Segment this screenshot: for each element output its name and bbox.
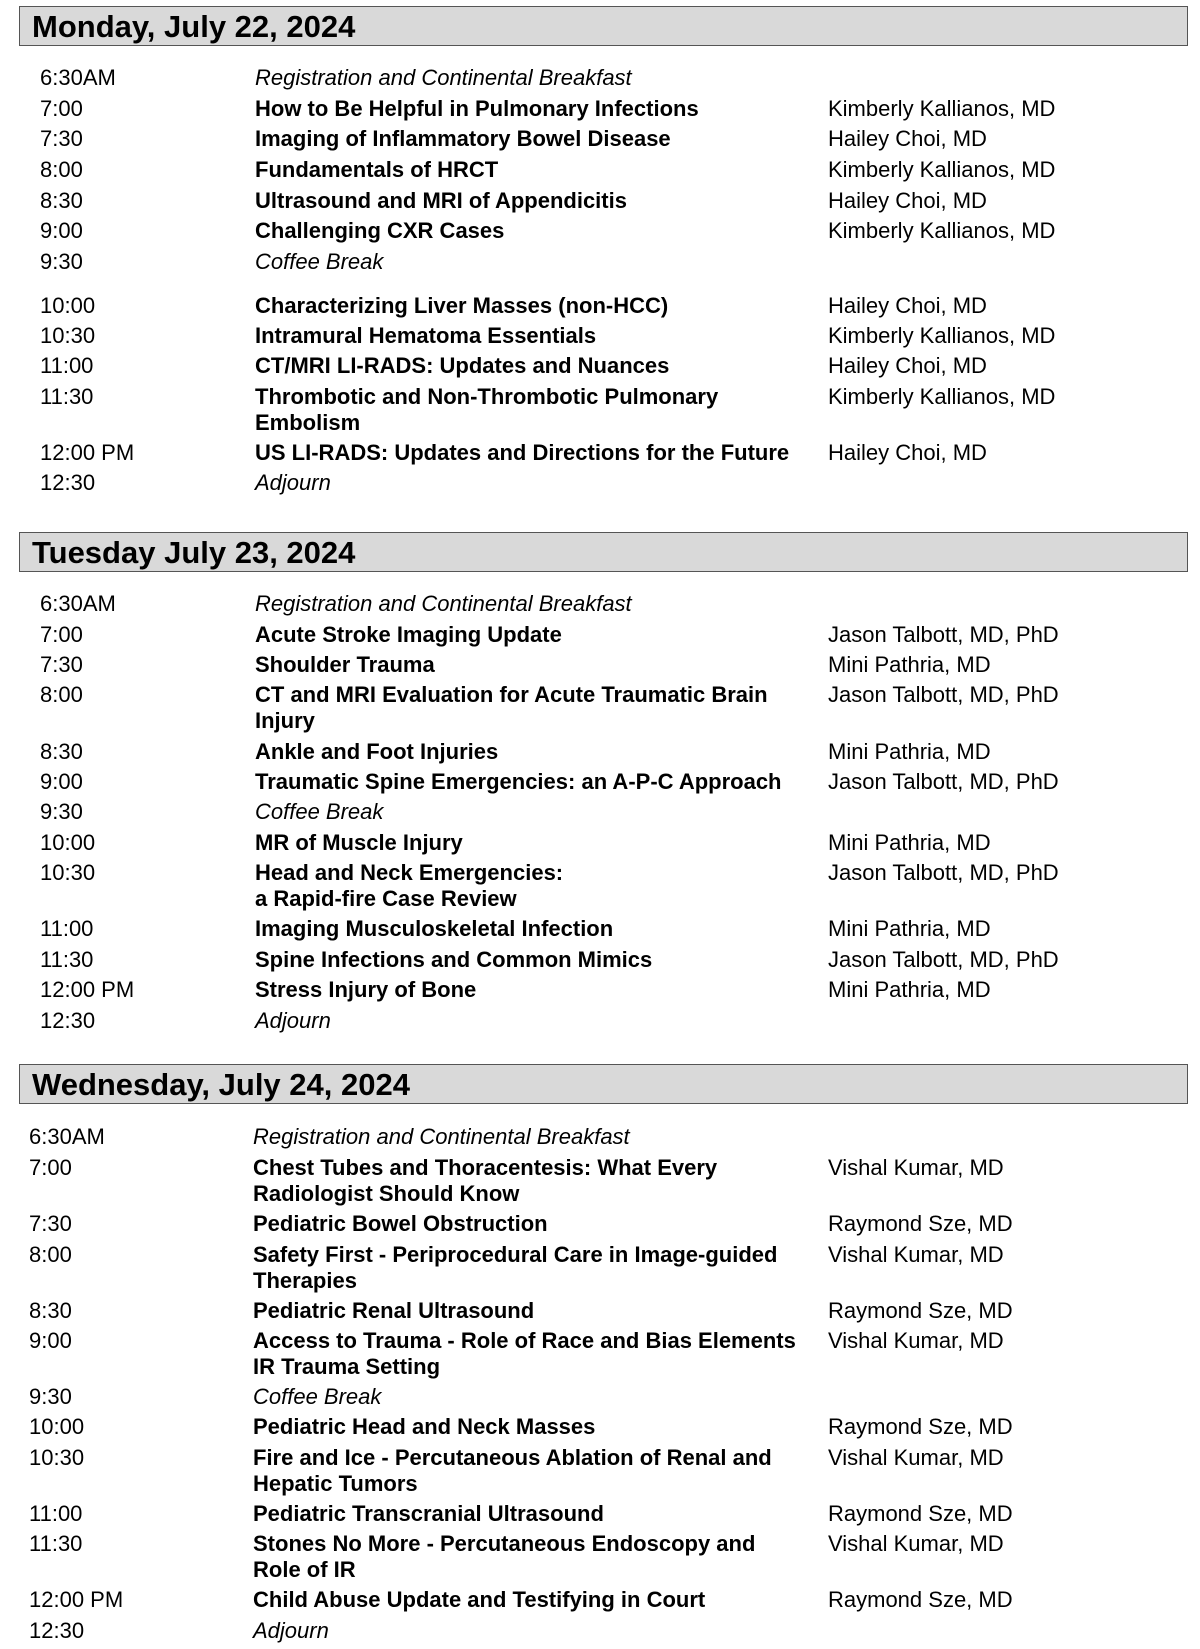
session-speaker: Vishal Kumar, MD xyxy=(828,1242,1004,1267)
session-speaker: Vishal Kumar, MD xyxy=(828,1531,1004,1556)
session-time: 8:30 xyxy=(40,188,83,213)
session-speaker: Hailey Choi, MD xyxy=(828,353,987,378)
session-title: Pediatric Bowel Obstruction xyxy=(253,1211,548,1236)
session-time: 8:00 xyxy=(40,682,83,707)
day-header xyxy=(19,6,1188,46)
session-title: Registration and Continental Breakfast xyxy=(255,65,632,90)
session-title: Adjourn xyxy=(253,1618,329,1643)
session-speaker: Jason Talbott, MD, PhD xyxy=(828,769,1059,794)
session-title: CT/MRI LI-RADS: Updates and Nuances xyxy=(255,353,670,378)
session-time: 12:30 xyxy=(40,470,96,495)
session-time: 6:30AM xyxy=(40,591,116,616)
session-time: 11:00 xyxy=(29,1501,83,1526)
session-title: Characterizing Liver Masses (non-HCC) xyxy=(255,293,669,318)
session-speaker: Hailey Choi, MD xyxy=(828,188,987,213)
session-title: Shoulder Trauma xyxy=(255,652,435,677)
session-speaker: Raymond Sze, MD xyxy=(828,1501,1013,1526)
session-time: 6:30AM xyxy=(40,65,116,90)
session-speaker: Kimberly Kallianos, MD xyxy=(828,157,1056,182)
session-title: US LI-RADS: Updates and Directions for the Future xyxy=(255,440,790,465)
session-speaker: Kimberly Kallianos, MD xyxy=(828,96,1056,121)
session-time: 8:00 xyxy=(29,1242,72,1267)
session-time: 7:00 xyxy=(29,1155,72,1180)
session-time: 7:30 xyxy=(40,652,83,677)
session-speaker: Raymond Sze, MD xyxy=(828,1587,1013,1612)
session-speaker: Jason Talbott, MD, PhD xyxy=(828,622,1059,647)
session-speaker: Jason Talbott, MD, PhD xyxy=(828,860,1059,885)
session-title: Pediatric Transcranial Ultrasound xyxy=(253,1501,604,1526)
session-speaker: Raymond Sze, MD xyxy=(828,1414,1013,1439)
session-time: 9:00 xyxy=(40,218,83,243)
session-title: Fundamentals of HRCT xyxy=(255,157,499,182)
session-title: MR of Muscle Injury xyxy=(255,830,463,855)
session-speaker: Mini Pathria, MD xyxy=(828,916,991,941)
session-time: 7:30 xyxy=(40,126,83,151)
session-time: 11:30 xyxy=(40,947,94,972)
session-title: Traumatic Spine Emergencies: an A-P-C Approach xyxy=(255,769,782,794)
session-title: Access to Trauma - Role of Race and Bias Elements IR Trauma Setting xyxy=(253,1328,796,1379)
session-title: Stress Injury of Bone xyxy=(255,977,477,1002)
session-title: Coffee Break xyxy=(255,249,384,274)
session-title: Head and Neck Emergencies: a Rapid-fire Case Review xyxy=(255,860,564,911)
session-title: Imaging Musculoskeletal Infection xyxy=(255,916,614,941)
session-speaker: Mini Pathria, MD xyxy=(828,977,991,1002)
session-title: Ankle and Foot Injuries xyxy=(255,739,499,764)
session-title: Thrombotic and Non-Thrombotic Pulmonary Embolism xyxy=(255,384,719,435)
day-header xyxy=(19,1064,1188,1104)
session-title: Chest Tubes and Thoracentesis: What Every Radiologist Should Know xyxy=(253,1155,718,1206)
session-speaker: Raymond Sze, MD xyxy=(828,1298,1013,1323)
session-title: Adjourn xyxy=(255,1008,331,1033)
session-time: 12:00 PM xyxy=(29,1587,124,1612)
session-title: Spine Infections and Common Mimics xyxy=(255,947,653,972)
session-time: 8:30 xyxy=(29,1298,72,1323)
session-speaker: Hailey Choi, MD xyxy=(828,126,987,151)
session-time: 10:00 xyxy=(40,293,96,318)
session-time: 11:00 xyxy=(40,353,94,378)
session-title: Challenging CXR Cases xyxy=(255,218,505,243)
session-speaker: Mini Pathria, MD xyxy=(828,739,991,764)
session-title: Child Abuse Update and Testifying in Court xyxy=(253,1587,706,1612)
session-title: Pediatric Renal Ultrasound xyxy=(253,1298,535,1323)
day-header xyxy=(19,532,1188,572)
session-time: 12:30 xyxy=(29,1618,85,1643)
session-time: 10:00 xyxy=(29,1414,85,1439)
session-time: 7:30 xyxy=(29,1211,72,1236)
session-speaker: Hailey Choi, MD xyxy=(828,440,987,465)
session-title: Ultrasound and MRI of Appendicitis xyxy=(255,188,627,213)
session-speaker: Vishal Kumar, MD xyxy=(828,1155,1004,1180)
session-time: 11:30 xyxy=(40,384,94,409)
day-heading: Wednesday, July 24, 2024 xyxy=(32,1067,410,1102)
session-speaker: Hailey Choi, MD xyxy=(828,293,987,318)
session-time: 7:00 xyxy=(40,622,83,647)
session-title: CT and MRI Evaluation for Acute Traumatic Brain Injury xyxy=(255,682,768,733)
session-time: 9:30 xyxy=(40,799,83,824)
session-speaker: Mini Pathria, MD xyxy=(828,830,991,855)
session-title: Coffee Break xyxy=(253,1384,382,1409)
session-time: 11:30 xyxy=(29,1531,83,1556)
session-speaker: Mini Pathria, MD xyxy=(828,652,991,677)
session-title: Intramural Hematoma Essentials xyxy=(255,323,597,348)
session-time: 10:30 xyxy=(40,860,96,885)
session-time: 9:30 xyxy=(29,1384,72,1409)
session-title: How to Be Helpful in Pulmonary Infections xyxy=(255,96,699,121)
session-speaker: Raymond Sze, MD xyxy=(828,1211,1013,1236)
session-time: 8:00 xyxy=(40,157,83,182)
session-time: 8:30 xyxy=(40,739,83,764)
session-time: 7:00 xyxy=(40,96,83,121)
session-time: 9:00 xyxy=(40,769,83,794)
session-time: 10:30 xyxy=(29,1445,85,1470)
session-speaker: Kimberly Kallianos, MD xyxy=(828,218,1056,243)
session-time: 9:00 xyxy=(29,1328,72,1353)
day-heading: Monday, July 22, 2024 xyxy=(32,9,356,44)
session-speaker: Kimberly Kallianos, MD xyxy=(828,384,1056,409)
session-title: Registration and Continental Breakfast xyxy=(255,591,632,616)
session-speaker: Vishal Kumar, MD xyxy=(828,1445,1004,1470)
session-title: Acute Stroke Imaging Update xyxy=(255,622,562,647)
session-speaker: Kimberly Kallianos, MD xyxy=(828,323,1056,348)
session-title: Pediatric Head and Neck Masses xyxy=(253,1414,596,1439)
session-time: 6:30AM xyxy=(29,1124,105,1149)
session-time: 12:30 xyxy=(40,1008,96,1033)
session-speaker: Jason Talbott, MD, PhD xyxy=(828,682,1059,707)
session-title: Safety First - Periprocedural Care in Image-guided Therapies xyxy=(253,1242,778,1293)
session-title: Registration and Continental Breakfast xyxy=(253,1124,630,1149)
session-time: 10:00 xyxy=(40,830,96,855)
session-time: 11:00 xyxy=(40,916,94,941)
session-title: Coffee Break xyxy=(255,799,384,824)
session-time: 9:30 xyxy=(40,249,83,274)
session-time: 10:30 xyxy=(40,323,96,348)
session-speaker: Jason Talbott, MD, PhD xyxy=(828,947,1059,972)
day-heading: Tuesday July 23, 2024 xyxy=(32,535,356,570)
session-title: Stones No More - Percutaneous Endoscopy and Role of IR xyxy=(253,1531,756,1582)
session-time: 12:00 PM xyxy=(40,977,135,1002)
session-title: Adjourn xyxy=(255,470,331,495)
session-title: Fire and Ice - Percutaneous Ablation of Renal and Hepatic Tumors xyxy=(253,1445,772,1496)
session-title: Imaging of Inflammatory Bowel Disease xyxy=(255,126,671,151)
session-time: 12:00 PM xyxy=(40,440,135,465)
session-speaker: Vishal Kumar, MD xyxy=(828,1328,1004,1353)
